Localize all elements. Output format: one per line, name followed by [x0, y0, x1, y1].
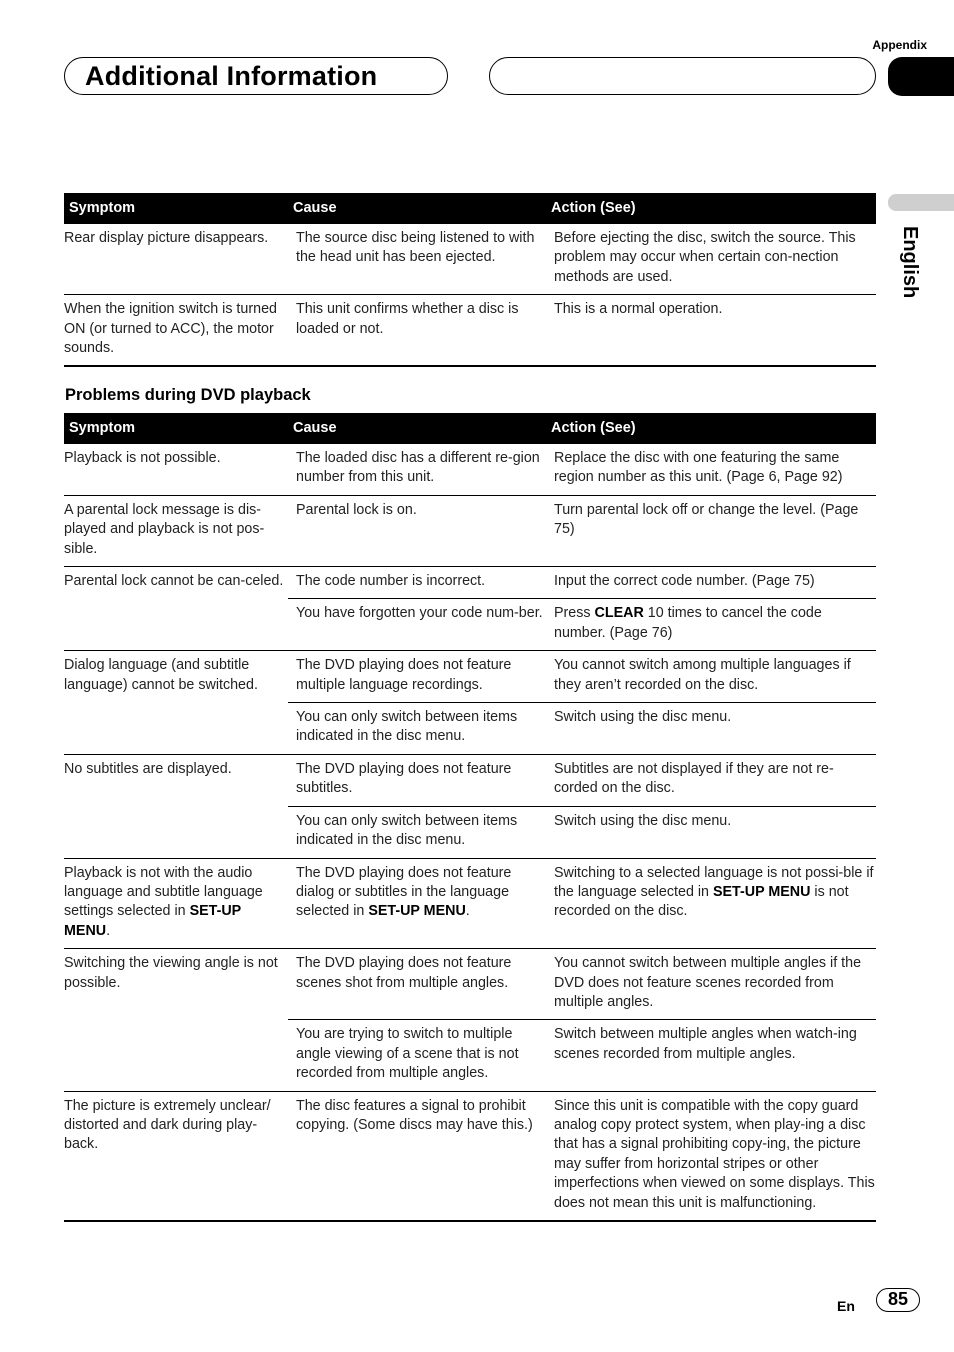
- action-cell: Input the correct code number. (Page 75): [546, 567, 876, 599]
- header-cause: Cause: [288, 193, 546, 224]
- symptom-cell: Parental lock cannot be can-celed.: [64, 567, 288, 651]
- page-title: Additional Information: [85, 61, 378, 91]
- table-row: [64, 295, 876, 367]
- action-text: Press: [554, 605, 595, 622]
- page-title-box: [64, 57, 448, 95]
- page-number: 85: [876, 1288, 920, 1312]
- cause-cell: [288, 858, 546, 949]
- table-row: [64, 224, 876, 295]
- cause-cell: The source disc being listened to with the head unit has been ejected.: [288, 224, 546, 295]
- symptom-text: .: [106, 922, 111, 939]
- cause-cell: Parental lock is on.: [288, 495, 546, 566]
- cause-cell: You have forgotten your code num-ber.: [288, 599, 546, 651]
- cause-text: .: [465, 903, 470, 920]
- symptom-text: Playback is not with the audio language and subtitle language settings selected in: [64, 864, 263, 920]
- cause-cell: The loaded disc has a different re-gion number from this unit.: [288, 444, 546, 495]
- header-right-box: [489, 57, 876, 95]
- cause-cell: The disc features a signal to prohibit copying. (Some discs may have this.): [288, 1091, 546, 1221]
- header-action: Action (See): [546, 413, 876, 444]
- action-cell: Before ejecting the disc, switch the source. This problem may occur when certain con-nection methods are used.: [546, 224, 876, 295]
- action-cell: Turn parental lock off or change the level. (Page 75): [546, 495, 876, 566]
- action-text: is not recorded on the disc.: [554, 883, 849, 920]
- action-text: 10 times to cancel the code number. (Page 76): [554, 605, 822, 641]
- cause-cell: The DVD playing does not feature subtitles.: [288, 754, 546, 806]
- action-cell: [546, 858, 876, 949]
- footer-language: En: [837, 1298, 855, 1314]
- symptom-cell: The picture is extremely unclear/ distorted and dark during play-back.: [64, 1091, 288, 1221]
- action-cell: Since this unit is compatible with the copy guard analog copy protect system, when play-ing a disc that has a signal prohibiting copy-ing, the picture may suffer from horizontal stripes or other imperfections when viewed on some displays. This does not mean this unit is malfunctioning.: [546, 1091, 876, 1221]
- symptom-cell: Dialog language (and subtitle language) cannot be switched.: [64, 651, 288, 755]
- setup-menu-label: SET-UP MENU: [368, 903, 466, 920]
- section-heading: Problems during DVD playback: [65, 386, 311, 404]
- cause-text: The DVD playing does not feature dialog or subtitles in the language selected in: [296, 864, 512, 920]
- table-row: [64, 949, 876, 1020]
- cause-cell: You are trying to switch to multiple angle viewing of a scene that is not recorded from multiple angles.: [288, 1020, 546, 1091]
- cause-cell: The DVD playing does not feature multiple language recordings.: [288, 651, 546, 703]
- symptom-cell: No subtitles are displayed.: [64, 754, 288, 858]
- appendix-label: Appendix: [872, 38, 927, 52]
- symptom-cell: [64, 858, 288, 949]
- symptom-cell: Playback is not possible.: [64, 444, 288, 495]
- action-cell: You cannot switch among multiple languages if they aren’t recorded on the disc.: [546, 651, 876, 703]
- table-row: [64, 754, 876, 806]
- cause-cell: You can only switch between items indicated in the disc menu.: [288, 806, 546, 858]
- cause-cell: The code number is incorrect.: [288, 567, 546, 599]
- table-row: [64, 444, 876, 495]
- action-cell: Replace the disc with one featuring the same region number as this unit. (Page 6, Page 92): [546, 444, 876, 495]
- setup-menu-label: SET-UP MENU: [64, 903, 241, 939]
- troubleshooting-table-2: [64, 413, 876, 1222]
- symptom-cell: When the ignition switch is turned ON (or turned to ACC), the motor sounds.: [64, 295, 288, 367]
- table-row: [64, 858, 876, 949]
- table-header-row: [64, 193, 876, 224]
- troubleshooting-table-1: [64, 193, 876, 367]
- setup-menu-label: SET-UP MENU: [712, 883, 811, 900]
- table-row: [64, 1091, 876, 1221]
- header-symptom: Symptom: [64, 413, 288, 444]
- action-cell: Subtitles are not displayed if they are not re-corded on the disc.: [546, 754, 876, 806]
- section-tab-marker: [888, 57, 954, 96]
- header-action: Action (See): [546, 193, 876, 224]
- table-header-row: [64, 413, 876, 444]
- table-row: [64, 495, 876, 566]
- clear-button-label: CLEAR: [594, 605, 644, 622]
- language-tab-marker: [888, 194, 954, 211]
- action-cell: This is a normal operation.: [546, 295, 876, 367]
- action-cell: [546, 599, 876, 651]
- action-cell: Switch using the disc menu.: [546, 806, 876, 858]
- symptom-cell: Switching the viewing angle is not possible.: [64, 949, 288, 1091]
- action-cell: Switch using the disc menu.: [546, 703, 876, 755]
- cause-cell: The DVD playing does not feature scenes shot from multiple angles.: [288, 949, 546, 1020]
- header-cause: Cause: [288, 413, 546, 444]
- symptom-cell: A parental lock message is dis-played and playback is not pos-sible.: [64, 495, 288, 566]
- table-row: [64, 567, 876, 599]
- cause-cell: You can only switch between items indicated in the disc menu.: [288, 703, 546, 755]
- action-cell: Switch between multiple angles when watch-ing scenes recorded from multiple angles.: [546, 1020, 876, 1091]
- header-symptom: Symptom: [64, 193, 288, 224]
- symptom-cell: Rear display picture disappears.: [64, 224, 288, 295]
- action-cell: You cannot switch between multiple angles if the DVD does not feature scenes recorded from multiple angles.: [546, 949, 876, 1020]
- action-text: Switching to a selected language is not possi-ble if the language selected in: [554, 864, 874, 900]
- cause-cell: This unit confirms whether a disc is loaded or not.: [288, 295, 546, 367]
- language-label: English: [899, 226, 921, 299]
- table-row: [64, 651, 876, 703]
